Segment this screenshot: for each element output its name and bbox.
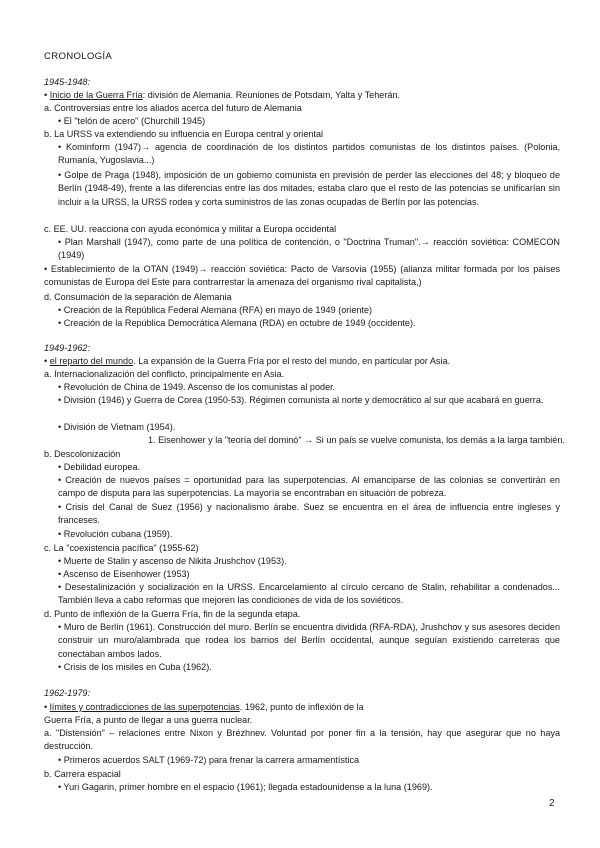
item-a-1949: a. Internacionalización del conflicto, principalmente en Asia. xyxy=(44,369,285,379)
bullet-desestalinizacion: • Desestalinización y socialización en la URSS. Encarcelamiento al círculo cercano de Stalin, rehabilitar a condenados... También lleva a cabo reformas que mejoren las condiciones de vida de los soviéticos. xyxy=(58,582,560,606)
bullet-muro-berlin: • Muro de Berlín (1961). Construcción del muro. Berlín se encuentra dividida (RFA-RDA), Jrushchov y sus asesores deciden construir un muro/alambrada que rodea los barrios del Berlín occidental, aunque seguían existiendo carreteras que conectaban ambos lados. xyxy=(58,622,560,659)
bullet-telon: • El "telón de acero" (Churchill 1945) xyxy=(58,116,206,126)
bullet-rfa: • Creación de la República Federal Alemana (RFA) en mayo de 1949 (oriente) xyxy=(58,305,373,315)
bullet-kominform: • Kominform (1947)→ agencia de coordinación de los distintos partidos comunistas de los distintos países. (Polonia, Rumanía, Yugoslavia...) xyxy=(58,142,560,166)
bullet-plan-marshall: • Plan Marshall (1947), como parte de una política de contención, o "Doctrina Truman".→ reacción soviética: COMECON (1949) xyxy=(58,237,560,261)
underlined-topic: Inicio de la Guerra Fría xyxy=(49,90,143,100)
bullet-stalin: • Muerte de Stalin y ascenso de Nikita Jrushchov (1953). xyxy=(58,556,287,566)
section-intro-1962-line2: Guerra Fría, a punto de llegar a una guerra nuclear. xyxy=(44,715,253,725)
bullet-cuba: • Revolución cubana (1959). xyxy=(58,529,173,539)
item-b-1945: b. La URSS va extendiendo su influencia en Europa central y oriental xyxy=(44,129,324,139)
period-heading-1945: 1945-1948: xyxy=(44,77,91,87)
intro-text: . 1962, punto de inflexión de la xyxy=(239,702,364,712)
bullet-rda: • Creación de la República Democrática Alemana (RDA) en octubre de 1949 (occidente). xyxy=(58,318,416,328)
underlined-topic: límites y contradicciones de las superpotencias xyxy=(49,702,240,712)
period-heading-1949: 1949-1962: xyxy=(44,343,91,353)
page-title: CRONOLOGÍA xyxy=(44,51,113,62)
item-b-1962: b. Carrera espacial xyxy=(44,769,121,779)
bullet-debilidad: • Debilidad europea. xyxy=(58,462,141,472)
page-number: 2 xyxy=(549,798,555,809)
section-intro-1949: • el reparto del mundo. La expansión de la Guerra Fría por el resto del mundo, en particular por Asia. xyxy=(44,356,451,366)
bullet-vietnam: • División de Vietnam (1954). xyxy=(58,422,176,432)
item-b-1949: b. Descolonización xyxy=(44,449,121,459)
section-intro-1962: • límites y contradicciones de las superpotencias. 1962, punto de inflexión de la xyxy=(44,702,364,712)
item-a-1945: a. Controversias entre los aliados acerca del futuro de Alemania xyxy=(44,103,302,113)
period-heading-1962: 1962-1979: xyxy=(44,688,91,698)
item-a-1962: a. "Distensión" – relaciones entre Nixon y Brézhnev. Voluntad por poner fin a la tensión, hay que asegurar que no haya destrucción. xyxy=(44,728,560,752)
underlined-topic: el reparto del mundo xyxy=(49,356,134,366)
numbered-domino: 1. Eisenhower y la "teoría del dominó" → Si un país se vuelve comunista, los demás a la larga también. xyxy=(148,435,565,445)
bullet-eisenhower: • Ascenso de Eisenhower (1953) xyxy=(58,569,190,579)
section-intro-1945: • Inicio de la Guerra Fría: división de Alemania. Reuniones de Potsdam, Yalta y Teherán. xyxy=(44,90,401,100)
item-d-1949: d. Punto de inflexión de la Guerra Fría, fin de la segunda etapa. xyxy=(44,609,301,619)
intro-text: : división de Alemania. Reuniones de Potsdam, Yalta y Teherán. xyxy=(142,90,401,100)
bullet-gagarin: • Yuri Gagarin, primer hombre en el espacio (1961); llegada estadounidense a la luna (1969). xyxy=(58,782,433,792)
bullet-suez: • Crisis del Canal de Suez (1956) y nacionalismo árabe. Suez se encuentra en el área de influencia entre ingleses y franceses. xyxy=(58,502,560,526)
bullet-salt: • Primeros acuerdos SALT (1969-72) para frenar la carrera armamentística xyxy=(58,755,360,765)
item-c-1949: c. La "coexistencia pacífica" (1955-62) xyxy=(44,543,199,553)
bullet-revolucion-china: • Revolución de China de 1949. Ascenso de los comunistas al poder. xyxy=(58,382,336,392)
bullet-corea: • División (1946) y Guerra de Corea (1950-53). Régimen comunista al norte y democrático al sur que acabará en guerra. xyxy=(58,395,544,405)
item-d-1945: d. Consumación de la separación de Alemania xyxy=(44,292,232,302)
item-c-1945: c. EE. UU. reacciona con ayuda económica y militar a Europa occidental xyxy=(44,224,337,234)
bullet-misiles: • Crisis de los misiles en Cuba (1962). xyxy=(58,662,212,672)
bullet-otan: • Establecimiento de la OTAN (1949)→ reacción soviética: Pacto de Varsovia (1955) (alianza militar formada por los países comunistas de Europa del Este para contrarrestar la amenaza del organismo rival capitalista,) xyxy=(44,264,560,288)
bullet-golpe-praga: • Golpe de Praga (1948), imposición de un gobierno comunista en previsión de perder las elecciones del 48; y bloqueo de Berlín (1948-49), frente a las diferencias entre las dos mitades, estaba claro que el resto de las potencias se unificarían sin incluir a la URSS, la URSS rodea y corta suministros de las zonas ocupadas de Berlín por las potencias. xyxy=(58,170,560,207)
intro-text: . La expansión de la Guerra Fría por el resto del mundo, en particular por Asia. xyxy=(133,356,451,366)
bullet-nuevos-paises: • Creación de nuevos países = oportunidad para las superpotencias. Al emanciparse de las colonias se convertirán en campo de disputa para las superpotencias. La mayoría se encontraban en situación de pobreza. xyxy=(58,475,560,499)
